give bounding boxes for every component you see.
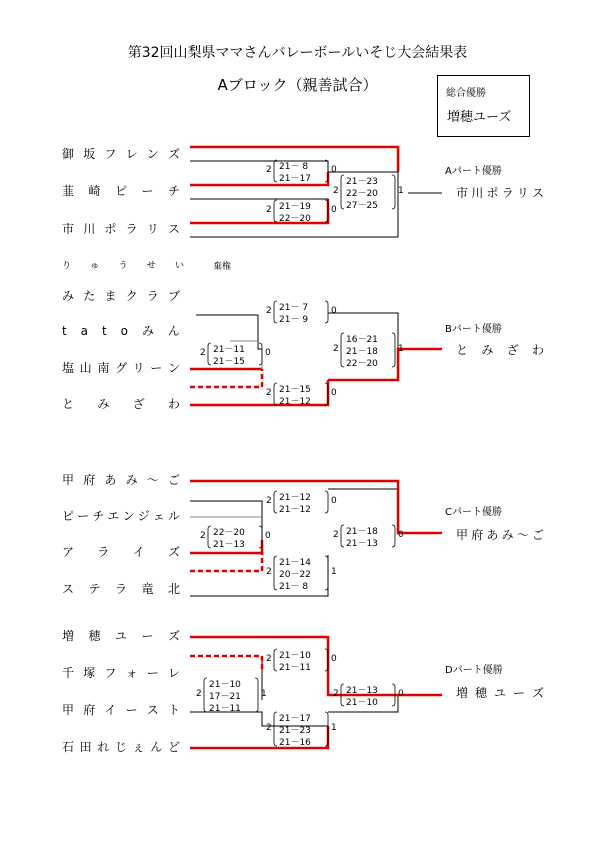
set-score: 21－11 (209, 704, 241, 714)
team-name-char: フ (104, 147, 117, 161)
sets-won-bottom: 0 (331, 306, 337, 316)
team-name-char: レ (125, 147, 138, 161)
team-name-char: ス (167, 222, 180, 236)
team-name-char: t (62, 324, 67, 338)
set-score: 21－15 (213, 357, 245, 367)
set-score: 21－ 7 (279, 303, 309, 313)
sets-won-bottom: 0 (398, 689, 404, 699)
team-name-char: み (125, 473, 138, 487)
team-name-char: ピ (62, 509, 75, 523)
team-name-char: 甲 (456, 528, 469, 542)
set-score: 22－20 (346, 359, 378, 369)
team-name-char: ゅ (90, 261, 100, 271)
team-name-char: ご (531, 528, 544, 542)
team-name-char: 御 (62, 147, 75, 161)
sets-won-top: 2 (266, 567, 272, 577)
team-name-char: ズ (167, 629, 180, 643)
sets-won-bottom: 0 (331, 388, 337, 398)
sets-won-bottom: 0 (265, 531, 271, 541)
team-name-char: ー (125, 703, 138, 717)
sets-won-bottom: 0 (331, 496, 337, 506)
team-name-char: グ (114, 361, 127, 375)
team-name-char: ー (77, 509, 90, 523)
team-name-char: 千 (62, 666, 75, 680)
part-d-label: Dパート優勝 (445, 665, 503, 676)
team-name-char: ポ (104, 222, 117, 236)
set-score: 22－20 (213, 528, 245, 538)
team-name-char: 川 (83, 222, 96, 236)
team-name-char: ラ (501, 186, 514, 200)
sets-won-bottom: 0 (398, 530, 404, 540)
set-score: 21－11 (213, 345, 245, 355)
set-score: 21－12 (279, 397, 311, 407)
team-name-char: 増 (456, 686, 469, 700)
set-score: 21－16 (279, 738, 311, 748)
set-score: 21－15 (279, 385, 311, 395)
sets-won-top: 2 (200, 348, 206, 358)
set-score: 21－19 (279, 202, 311, 212)
team-name-char: イ (132, 545, 145, 559)
set-score: 21－10 (279, 651, 311, 661)
team-name-char: ラ (114, 582, 127, 596)
block-subtitle: Aブロック（親善試合） (217, 76, 378, 94)
team-name-char: 市 (62, 222, 75, 236)
team-name-char: ー (512, 686, 525, 700)
team-name-char: 府 (471, 528, 484, 542)
sets-won-top: 2 (266, 205, 272, 215)
team-name-char: ～ (146, 473, 159, 487)
sets-won-top: 2 (333, 344, 339, 354)
set-score: 21－17 (279, 714, 311, 724)
team-name-char: 甲 (62, 703, 75, 717)
sets-won-top: 2 (200, 531, 206, 541)
team-name-char: と (456, 343, 469, 357)
set-score: 21－13 (213, 540, 245, 550)
team-name-char: ～ (516, 528, 529, 542)
team-name-char: ル (167, 509, 180, 523)
team-name-char: ご (167, 473, 180, 487)
set-score: 21－17 (279, 174, 311, 184)
sets-won-top: 2 (333, 689, 339, 699)
team-name-char: ズ (167, 147, 180, 161)
sets-won-bottom: 1 (331, 567, 337, 577)
team-name-char: ェ (152, 509, 165, 523)
team-name-char: t (101, 324, 107, 338)
sets-won-top: 2 (266, 306, 272, 316)
team-name-char: た (83, 289, 96, 303)
sets-won-bottom: 1 (398, 344, 404, 354)
team-name-char: ー (141, 184, 154, 198)
team-name-char: フ (104, 666, 117, 680)
team-name-char: ん (150, 740, 163, 754)
team-name-char: ピ (114, 184, 127, 198)
team-name-char: ま (104, 289, 117, 303)
set-score: 21－23 (346, 177, 378, 187)
set-score: 21－18 (346, 347, 378, 357)
team-name-char: 南 (97, 361, 110, 375)
team-name-char: 崎 (88, 184, 101, 198)
team-name-char: 穂 (88, 629, 101, 643)
page-title: 第32回山梨県ママさんバレーボールいそじ大会結果表 (127, 45, 468, 61)
team-name-char: ざ (132, 397, 145, 411)
team-name-char: イ (104, 703, 117, 717)
set-score: 21－10 (346, 698, 378, 708)
set-score: 21－12 (279, 505, 311, 515)
team-name-char: 坂 (83, 147, 96, 161)
withdrawal-note: 棄権 (213, 262, 232, 272)
team-name-char: い (174, 261, 184, 271)
sets-won-bottom: 0 (331, 654, 337, 664)
sets-won-top: 2 (196, 689, 202, 699)
team-name-char: あ (486, 528, 499, 542)
team-name-char: 府 (83, 473, 96, 487)
overall-champion-name: 増穂ユーズ (447, 110, 512, 125)
team-name-char: ジ (137, 509, 150, 523)
part-a-label: Aパート優勝 (445, 166, 502, 177)
set-score: 21－14 (279, 558, 311, 568)
set-score: 21－13 (346, 539, 378, 549)
team-name-char: 北 (167, 582, 180, 596)
sets-won-top: 2 (266, 654, 272, 664)
team-name-char: わ (167, 397, 180, 411)
team-name-char: ー (146, 666, 159, 680)
team-name-char: あ (104, 473, 117, 487)
team-name-char: 川 (471, 186, 484, 200)
team-name-char: み (501, 528, 514, 542)
team-name-char: レ (167, 666, 180, 680)
team-name-char: 市 (456, 186, 469, 200)
set-score: 21－12 (279, 493, 311, 503)
part-c-label: Cパート優勝 (445, 507, 502, 518)
team-name-char: ラ (97, 545, 110, 559)
team-name-char: 府 (83, 703, 96, 717)
team-name-char: み (481, 343, 494, 357)
sets-won-bottom: 1 (261, 689, 267, 699)
sets-won-bottom: 0 (331, 205, 337, 215)
team-name-char: じ (114, 740, 127, 754)
team-name-char: ン (146, 147, 159, 161)
sets-won-top: 2 (266, 165, 272, 175)
team-name-char: 甲 (62, 473, 75, 487)
team-name-char: み (141, 324, 154, 338)
team-name-char: 増 (62, 629, 75, 643)
team-name-char: 塚 (83, 666, 96, 680)
team-name-char: 石 (62, 740, 75, 754)
team-name-char: ア (62, 545, 75, 559)
bracket-thin-lines (190, 161, 442, 726)
sets-won-top: 2 (266, 723, 272, 733)
sets-won-top: 2 (266, 496, 272, 506)
team-name-char: ー (150, 361, 163, 375)
team-name-char: ク (125, 289, 138, 303)
team-name-char: エ (107, 509, 120, 523)
team-name-char: ざ (506, 343, 519, 357)
team-name-char: 山 (79, 361, 92, 375)
team-name-char: ど (167, 740, 180, 754)
sets-won-top: 2 (333, 186, 339, 196)
set-score: 21－ 9 (279, 315, 309, 325)
team-name-char: り (62, 261, 72, 271)
team-name-char: う (118, 261, 128, 271)
team-name-char: と (62, 397, 75, 411)
team-name-char: 塩 (62, 361, 75, 375)
team-name-char: o (120, 324, 128, 338)
set-score: 20－22 (279, 570, 311, 580)
team-name-char: ン (167, 361, 180, 375)
team-name-char: リ (146, 222, 159, 236)
sets-won-bottom: 0 (331, 165, 337, 175)
set-score: 21－10 (209, 680, 241, 690)
team-name-char: ユ (114, 629, 127, 643)
team-name-char: リ (132, 361, 145, 375)
team-name-char: ス (62, 582, 75, 596)
team-name-char: ス (531, 186, 544, 200)
sets-won-top: 2 (333, 530, 339, 540)
team-name-char: チ (167, 184, 180, 198)
set-score: 16－21 (346, 335, 378, 345)
team-name-char: わ (531, 343, 544, 357)
set-score: 21－11 (279, 663, 311, 673)
team-name-char: チ (92, 509, 105, 523)
set-score: 27－25 (346, 201, 378, 211)
overall-champion-label: 総合優勝 (446, 88, 486, 99)
team-name-char: ラ (125, 222, 138, 236)
team-name-char: ォ (125, 666, 138, 680)
team-name-char: ー (141, 629, 154, 643)
team-name-char: せ (146, 261, 156, 271)
team-name-char: れ (97, 740, 110, 754)
team-name-char: ぇ (132, 740, 145, 754)
team-name-char: ポ (486, 186, 499, 200)
team-name-char: 竜 (141, 582, 154, 596)
team-name-char: ブ (167, 289, 180, 303)
sets-won-bottom: 1 (331, 723, 337, 733)
set-score: 21－18 (346, 527, 378, 537)
part-b-label: Bパート優勝 (445, 324, 502, 335)
team-name-char: ユ (493, 686, 506, 700)
team-name-char: ズ (167, 545, 180, 559)
team-name-char: ト (167, 703, 180, 717)
team-name-char: a (80, 324, 89, 338)
team-name-char: 穂 (474, 686, 487, 700)
set-score: 17－21 (209, 692, 241, 702)
set-score: 21－23 (279, 726, 311, 736)
team-name-char: ん (167, 324, 180, 338)
sets-won-bottom: 1 (398, 186, 404, 196)
set-score: 22－20 (279, 214, 311, 224)
sets-won-bottom: 0 (265, 348, 271, 358)
set-score: 21－ 8 (279, 162, 309, 172)
set-score: 21－ 8 (279, 582, 309, 592)
team-name-char: 田 (79, 740, 92, 754)
team-name-char: ン (122, 509, 135, 523)
team-name-char: ス (146, 703, 159, 717)
team-name-char: ズ (531, 686, 544, 700)
team-name-char: み (62, 289, 75, 303)
team-name-char: リ (516, 186, 529, 200)
team-name-char: ラ (146, 289, 159, 303)
sets-won-top: 2 (266, 388, 272, 398)
team-name-char: 韮 (62, 184, 75, 198)
set-score: 21－13 (346, 686, 378, 696)
team-name-char: み (97, 397, 110, 411)
set-score: 22－20 (346, 189, 378, 199)
team-name-char: テ (88, 582, 101, 596)
